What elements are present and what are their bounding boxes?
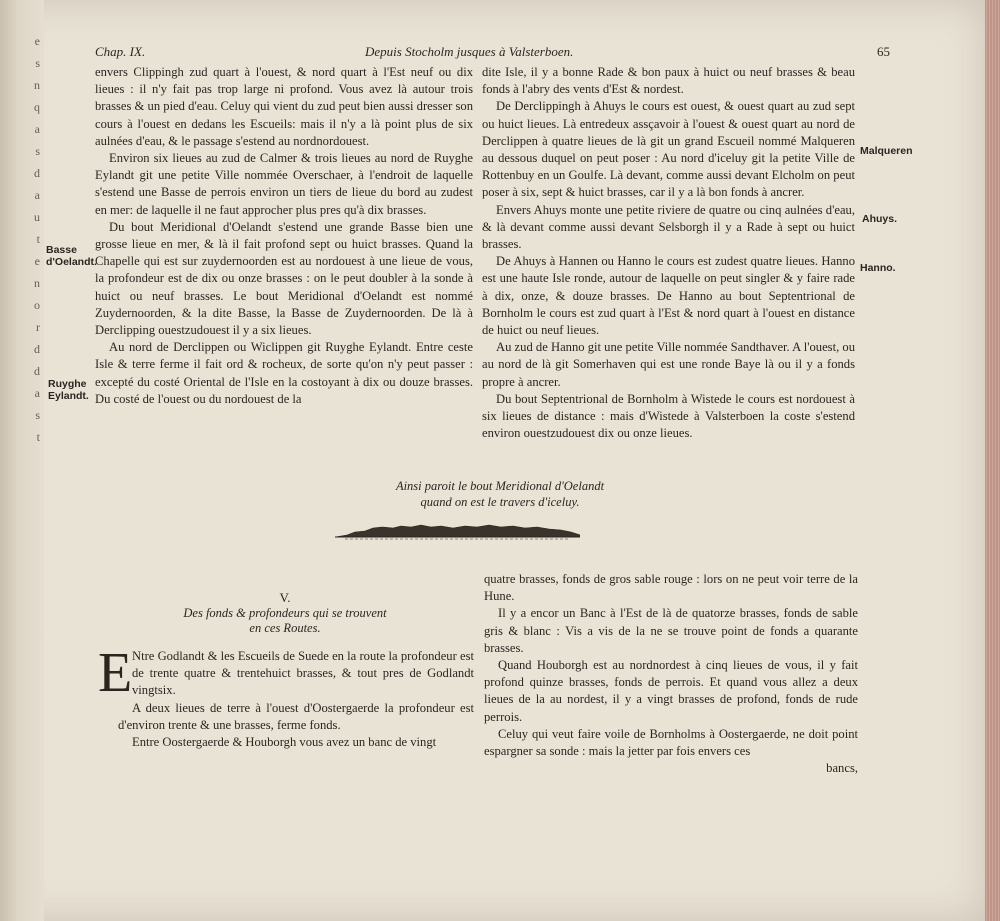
- paragraph: Au zud de Hanno git une petite Ville nommée Sandthaver. A l'ouest, ou au nord de là git Somerhaven qui est une ronde Baye là ou il y a fonds propre à ancrer.: [482, 340, 855, 389]
- margin-note-hanno: Hanno.: [860, 262, 896, 274]
- caption-line: quand on est le travers d'iceluy.: [420, 495, 580, 509]
- right-column-lower: [484, 571, 858, 777]
- gutter-fragment: a: [34, 188, 40, 202]
- gutter-fragment: s: [35, 144, 40, 158]
- paragraph: Il y a encor un Banc à l'Est de là de quatorze brasses, fonds de sable gris & blanc : Vis a vis de la ne se trouve point de fonds a quarante brasses.: [484, 606, 858, 655]
- left-column-upper: [95, 64, 473, 408]
- facing-page-fragments: [0, 30, 40, 448]
- margin-note-ruyghe: Ruyghe Eylandt.: [48, 378, 89, 402]
- gutter-fragment: q: [34, 100, 40, 114]
- gutter-fragment: n: [34, 78, 40, 92]
- gutter-fragment: r: [36, 320, 40, 334]
- running-title: Depuis Stocholm jusques à Valsterboen.: [365, 44, 574, 59]
- gutter-fragment: a: [34, 122, 40, 136]
- paragraph: Du bout Meridional d'Oelandt s'estend une grande Basse bien une grosse lieue en mer, & là il fait profond sept ou huict brasses. Quand la Chapelle qui est sur zuydernoorden est au nordouest à une lieue de vous, la profondeur est de dix ou onze brasses : on le peut doubler à la sonde à huict ou neuf brasses. Le bout Meridional d'Oelandt est nommé Zuydernoorden, & la dite Basse, la Basse de Zuydernoorden. De là à Derclipping ouestzudouest il y a six lieues.: [95, 219, 473, 338]
- paragraph: A deux lieues de terre à l'ouest d'Oostergaerde la profondeur est d'environ trente & une brasses, ferme fonds.: [118, 700, 474, 732]
- gutter-fragment: s: [35, 56, 40, 70]
- paragraph: envers Clippingh zud quart à l'ouest, & nord quart à l'Est neuf ou dix lieues : il n'y fait pas trop large ni profond. Vous avez là autour trois brasses & un pied d'eau. Celuy qui vient du zud peut bien aussi dresser son cours à l'ouest en dedans les Escueils: mais il n'y a là point plus de six aulnées d'eau, & le passage s'estend au nordnordouest.: [95, 65, 473, 148]
- paragraph: Au nord de Derclippen ou Wiclippen git Ruyghe Eylandt. Entre ceste Isle & terre ferme il fait ord & rocheux, de sorte qu'on n'y peut passer : excepté du costé Oriental de l'Isle en la costoyant à dix ou douze brasses. Du costé de l'ouest ou du nordouest de la: [95, 340, 473, 406]
- gutter-fragment: t: [36, 430, 40, 444]
- figure-caption: [350, 478, 650, 510]
- paragraph: De Derclippingh à Ahuys le cours est ouest, & ouest quart au zud sept ou huict lieues. Là entredeux assçavoir à l'ouest & ouest quart au nord de Derclippen à quatre lieues de là git un grand Escueil nommé Malqueren au dessous duquel on peut poser : Au nord d'iceluy git la petite Ville de Rottenbuy en un Goulfe. Là devant, comme aussi devant Elcholm on peut poser à six, sept & huict brasses, car il y a là bon fonds à ancrer.: [482, 99, 855, 200]
- catchword: bancs,: [826, 761, 858, 776]
- running-head: [95, 44, 890, 64]
- section-title-line: Des fonds & profondeurs qui se trouvent: [183, 606, 387, 620]
- drop-capital: E: [98, 642, 133, 704]
- gutter-fragment: u: [34, 210, 40, 224]
- gutter-fragment: a: [34, 386, 40, 400]
- gutter-fragment: d: [34, 166, 40, 180]
- section-title-line: en ces Routes.: [249, 621, 321, 635]
- paragraph: De Ahuys à Hannen ou Hanno le cours est zudest quatre lieues. Hanno est une haute Isle ronde, autour de laquelle on peut singler & y faire rade à dix, onze, & douze brasses. De Hanno au bout Septentrional de Bornholm le cours est zud quart à l'Est & nord quart à l'ouest en distance de huict ou neuf lieues.: [482, 254, 855, 338]
- paragraph: Envers Ahuys monte une petite riviere de quatre ou cinq aulnées d'eau, & là devant comme aussi devant Selsborgh il y a Rade à sept ou huict brasses.: [482, 202, 855, 252]
- paragraph: Entre Oostergaerde & Houborgh vous avez un banc de vingt: [132, 735, 437, 750]
- facing-page-edge: [0, 0, 44, 921]
- paragraph: quatre brasses, fonds de gros sable rouge : lors on ne peut voir terre de la Hune.: [484, 572, 858, 604]
- right-column-upper: [482, 64, 855, 442]
- margin-note-basse: Basse d'Oelandt.: [46, 244, 97, 268]
- gutter-fragment: e: [34, 34, 40, 48]
- paragraph: dite Isle, il y a bonne Rade & bon paux à huict ou neuf brasses & beau fonds à l'abry des vents d'Est & nordest.: [482, 65, 855, 97]
- gutter-fragment: d: [34, 364, 40, 378]
- page-edges: [985, 0, 1000, 921]
- paragraph: Celuy qui veut faire voile de Bornholms à Oostergaerde, ne doit point espargner sa sonde : mais la jetter par fois envers ces: [484, 726, 858, 759]
- paragraph: Ntre Godlandt & les Escueils de Suede en la route la profondeur est de trente quatre & trentehuict brasses, & tout pres de Godlandt vingtsix.: [132, 649, 474, 698]
- paragraph: Du bout Septentrional de Bornholm à Wistede le cours est nordouest à six lieues de distance : mais d'Wistede à Valsterboen la coste s'estend environ ouestzudouest dix ou onze lieues.: [482, 391, 855, 441]
- margin-note-malqueren: Malqueren: [860, 145, 913, 157]
- gutter-fragment: s: [35, 408, 40, 422]
- section-heading: [100, 590, 470, 636]
- paragraph: Environ six lieues au zud de Calmer & trois lieues au nord de Ruyghe Eylandt git une petite Ville nommée Overschaer, à l'endroit de laquelle s'estend une Basse de perrois environ un tiers de lieue du bord au zudest en mer: de laquelle il ne faut approcher plus pres qu'à dix brasses.: [95, 151, 473, 217]
- coastline-profile-illustration: [335, 515, 580, 545]
- gutter-fragment: e: [34, 254, 40, 268]
- gutter-fragment: d: [34, 342, 40, 356]
- gutter-fragment: n: [34, 276, 40, 290]
- caption-line: Ainsi paroit le bout Meridional d'Oelandt: [395, 479, 605, 493]
- margin-note-ahuys: Ahuys.: [862, 213, 898, 225]
- gutter-fragment: t: [36, 232, 40, 246]
- left-column-lower: [118, 648, 474, 751]
- section-number: V.: [279, 590, 291, 605]
- gutter-fragment: o: [34, 298, 40, 312]
- paragraph: Quand Houborgh est au nordnordest à cinq lieues de vous, il y fait profond quinze brasses, fonds de perrois. Et quand vous allez a deux lieues de la au nordest, il y a vingt brasses de profond, fonds de rude perrois.: [484, 658, 858, 724]
- chapter-label: Chap. IX.: [95, 44, 146, 59]
- page-number: 65: [877, 44, 890, 59]
